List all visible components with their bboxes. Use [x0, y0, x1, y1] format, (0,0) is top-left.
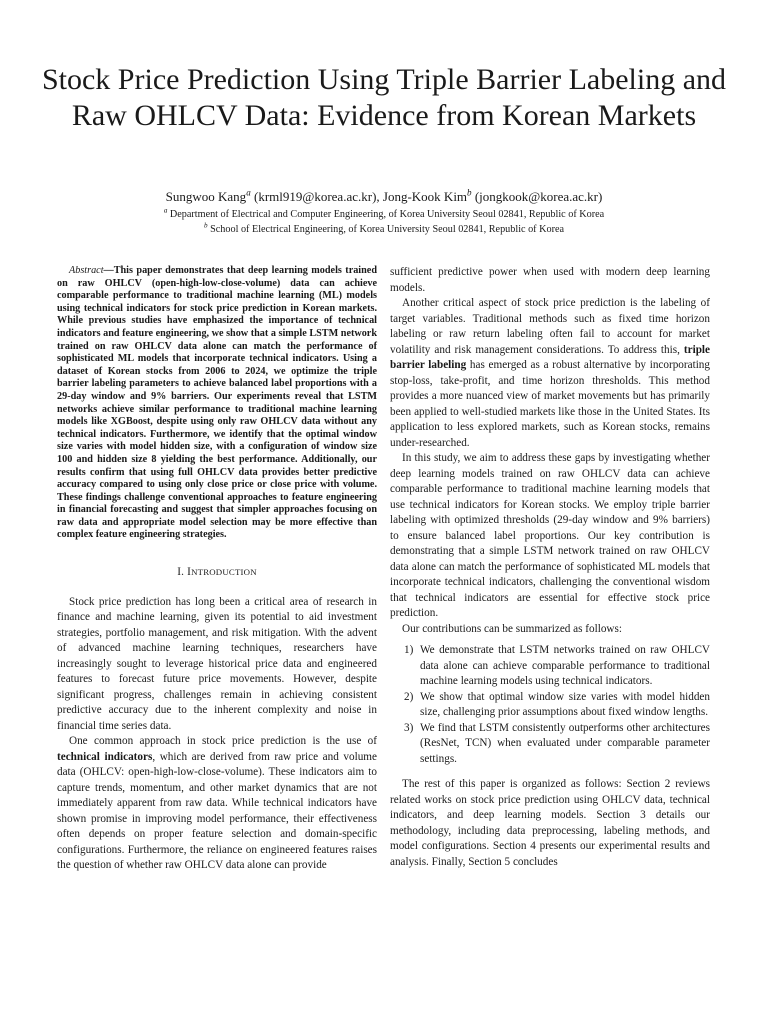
author-2-email: (jongkook@korea.ac.kr)	[471, 189, 603, 204]
right-column	[390, 265, 710, 870]
abstract	[57, 265, 377, 542]
contribution-text: We find that LSTM consistently outperforms other architectures (ResNet, TCN) when evaluated under comparable parameter settings.	[420, 721, 710, 765]
contribution-number: 3)	[404, 721, 414, 734]
affiliation-a-superscript: a	[163, 206, 168, 215]
paragraph-2-text-after: , which are derived from raw price and volume data (OHLCV: open-high-low-close-volume). These indicators aim to capture trends, momentum, and other market dynamics that are not immediately apparent from raw data. While technical indicators have shown promise in improving model performance, their effectiveness often depends on proper feature selection and domain-specific configurations. Furthermore, the reliance on engineered features raises the question of whether raw OHLCV data alone can provide	[57, 750, 377, 872]
section-title-rest: NTRODUCTION	[191, 567, 257, 578]
paragraph-3-text-before: Another critical aspect of stock price prediction is the labeling of target variables. Traditional methods such as fixed time horizon labeling or raw return labeling often fail to account for market volatility and risk management considerations. To address this,	[390, 297, 710, 356]
affiliation-b	[40, 223, 728, 236]
affiliation-b-superscript: b	[203, 221, 208, 230]
affiliation-a-text: Department of Electrical and Computer Engineering, of Korea University Seoul 02841, Republic of Korea	[167, 209, 605, 220]
intro-paragraph-4: In this study, we aim to address these gaps by investigating whether deep learning models trained on raw OHLCV data can achieve comparable performance to traditional machine learning models that use technical indicators for Korean stocks. We employ triple barrier labeling with optimized thresholds (29-day window and 9% barriers) to ensure balanced label proportions. Our key contribution is demonstrating that a simple LSTM network trained on raw OHLCV data alone can match the performance of sophisticated ML models that incorporate technical indicators, challenging the conventional wisdom that technical indicators are essential for effective stock price prediction.	[390, 452, 710, 619]
term-triple-barrier-labeling: triple barrier labeling	[390, 343, 710, 371]
section-title-first-letter: I	[187, 566, 192, 579]
paragraph-3-text-after: has emerged as a robust alternative by incorporating stop-loss, take-profit, and time horizon thresholds. This method provides a more nuanced view of market movements but has primarily been applied to well-studied markets like those in the United States. Its application to less explored markets, such as Korean stocks, remains under-researched.	[390, 359, 710, 449]
contribution-number: 1)	[404, 644, 414, 656]
intro-paragraph-1: Stock price prediction has long been a critical area of research in finance and machine learning, given its potential to aid investment strategies, portfolio management, and risk mitigation. With the advent of advanced machine learning techniques, researchers have increasingly sought to leverage historical price data and engineered features to forecast future price movements. However, despite significant progress, challenges remain in achieving consistent predictive accuracy due to the inherent complexity and noise in financial time series data.	[57, 595, 377, 732]
author-2-superscript: b	[467, 187, 472, 198]
contributions-list	[390, 643, 710, 767]
abstract-text: —This paper demonstrates that deep learning models trained on raw OHLCV (open-high-low-close-volume) data can achieve comparable performance to traditional machine learning (ML) models using technical indicators for stock price prediction in Korean markets. While previous studies have emphasized the importance of technical indicators and feature engineering, we show that a simple LSTM network trained on raw OHLCV data alone can match the performance of sophisticated ML models that incorporate technical indicators. Using a dataset of Korean stocks from 2006 to 2024, we optimize the triple barrier labeling parameters to achieve balanced label proportions with a 29-day window and 9% barriers. Our experiments reveal that LSTM networks achieve similar performance to traditional machine learning models like XGBoost, despite using only raw OHLCV data without any technical indicators. Furthermore, we identify that the optimal window size varies with model hidden size, with a configuration of window size 100 and hidden size 8 yielding the best performance. Additionally, our results confirm that using full OHLCV data provides better predictive accuracy compared to using only close price or close price with volume. These findings challenge conventional approaches to feature engineering in financial forecasting and suggest that simpler approaches focusing on raw data and appropriate model selection may be more effective than complex feature engineering strategies.	[57, 265, 377, 541]
intro-paragraph-2	[57, 734, 377, 874]
paper-organization-paragraph: The rest of this paper is organized as follows: Section 2 reviews related works on stock price prediction using OHLCV data, technical indicators, and deep learning models. Section 3 details our methodology, including data preprocessing, labeling methods, and model configurations. Section 4 presents our experimental results and analysis. Finally, Section 5 concludes	[390, 778, 710, 868]
contributions-intro: Our contributions can be summarized as follows:	[402, 622, 622, 635]
author-1-superscript: a	[246, 187, 251, 198]
author-1-email: (krml919@korea.ac.kr),	[250, 189, 383, 204]
contribution-item	[390, 643, 710, 690]
contribution-number: 2)	[404, 690, 414, 703]
affiliation-b-text: School of Electrical Engineering, of Korea University Seoul 02841, Republic of Korea	[207, 224, 565, 235]
contribution-text: We demonstrate that LSTM networks trained on raw OHLCV data alone can achieve comparable performance to traditional machine learning models using technical indicators.	[420, 644, 710, 687]
intro-paragraph-3	[390, 296, 710, 451]
abstract-label: Abstract	[69, 265, 104, 276]
intro-paragraph-2-continued: sufficient predictive power when used with modern deep learning models.	[390, 266, 710, 294]
paragraph-2-text-before: One common approach in stock price prediction is the use of	[69, 735, 377, 748]
author-line	[40, 189, 728, 205]
section-number: I.	[177, 566, 188, 579]
term-technical-indicators: technical indicators	[57, 750, 153, 763]
contribution-item	[390, 690, 710, 721]
contribution-text: We show that optimal window size varies with model hidden size, challenging prior assumptions about fixed window lengths.	[420, 690, 710, 718]
author-1-name: Sungwoo Kang	[165, 189, 247, 204]
left-column	[57, 265, 377, 874]
affiliation-a	[40, 208, 728, 221]
paper-title: Stock Price Prediction Using Triple Barrier Labeling and Raw OHLCV Data: Evidence from Korean Markets	[41, 63, 727, 132]
contribution-item	[390, 721, 710, 768]
author-2-name: Jong-Kook Kim	[382, 189, 468, 204]
section-heading-introduction	[57, 565, 377, 581]
